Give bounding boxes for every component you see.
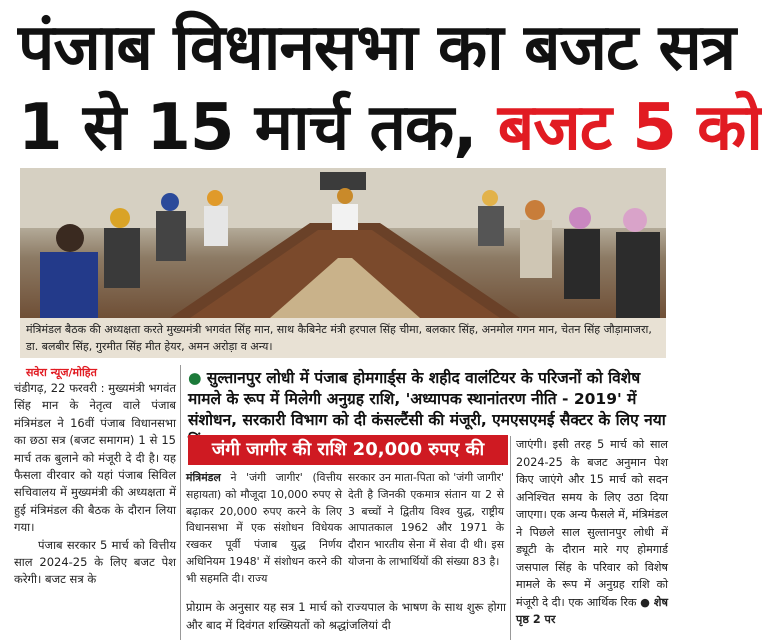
continued-note: ● शेष पृष्ठ 2 पर [516,595,669,626]
headline-line-2 [18,88,762,168]
left-column-para-2: पंजाब सरकार 5 मार्च को वित्तीय साल 2024-25 के लिए बजट पेश करेगी। बजट सत्र के [14,537,176,587]
byline: सवेरा न्यूज/मोहित [26,366,97,379]
headline-line-1: पंजाब विधानसभा का बजट सत्र [18,11,736,85]
column-rule [180,365,181,640]
left-column [14,380,176,589]
bullet-icon: ● [188,369,207,387]
cabinet-meeting-photo [20,168,666,318]
left-column-para-1-text: मुख्यमंत्री भगवंत सिंह मान के नेतृत्व वाले पंजाब मंत्रिमंडल ने 16वीं पंजाब विधानसभा का छठा सत्र (बजट समागम) 1 से 15 मार्च तक बुलाने को मंजूरी दे दी है। यह फैसला वीरवार को यहां पंजाब सिविल सचिवालय में मुख्यमंत्री की अध्यक्षता में हुई मंत्रिमंडल की बैठक के दौरान लिया गया। [14,381,176,535]
photo-illustration [20,168,666,318]
mid-column-2: सरकार उन माता-पिता को 'जंगी जागीर' देती है जिनकी एकमात्र संतान या 2 से 3 बच्चों ने द्वितीय विश्व युद्ध, राष्ट्रीय आपातकाल 1962 और 1971 के दौरान भारतीय सेना में सेवा दी थी। इस योजना के लाभार्थियों की संख्या 83 है। [348,471,504,568]
mid-column-1-lead: मंत्रिमंडल [186,471,221,484]
dateline: चंडीगढ़, 22 फरवरी : [14,381,105,395]
left-column-para-1 [14,380,176,537]
subheadline-text: सुल्तानपुर लोधी में पंजाब होमगार्ड्स के शहीद वालंटियर के परिजनों को विशेष मामले के रूप में मिलेगी अनुग्रह राशि, 'अध्यापक स्थानांतरण नीति - 2019' में संशोधन, सरकारी विभाग को दी कंसल्टैंसी की मंजूरी, एमएसएमई सैक्टर के लिए नया [188,369,666,429]
mid-column-1 [186,470,342,588]
right-column [516,436,668,629]
right-column-text: जाएंगी। इसी तरह 5 मार्च को साल 2024-25 के बजट अनुमान पेश किए जाएंगे और 15 मार्च को सदन अनिश्चित समय के लिए उठा दिया जाएगा। एक अन्य फैसले में, मंत्रिमंडल ने पिछले साल सुल्तानपुर लोधी में ड्यूटी के दौरान मारे गए होमगार्ड जसपाल सिंह के परिवार को विशेष मामले के रूप में अनुग्रह राशि को मंजूरी दे दी। एक आर्थिक रिक [516,438,668,609]
mid-column-1-text: ने 'जंगी जागीर' (वित्तीय सहायता) को मौजूदा 10,000 रुपए से बढ़ाकर 20,000 रुपए करने के लिए विधानसभा में एक संशोधन विधेयक रखकर पूर्वी पंजाब युद्ध निर्णय अधिनियम 1948' में संशोधन करने की भी सहमति दी। राज्य [186,471,342,585]
bottom-line: प्रोग्राम के अनुसार यह सत्र 1 मार्च को राज्यपाल के भाषण के साथ शुरू होगा और बाद में दिवंगत शख्सियतों को श्रद्धांजलियां दी [186,600,506,632]
column-rule-right [510,436,511,640]
photo-caption: मंत्रिमंडल बैठक की अध्यक्षता करते मुख्यमंत्री भगवंत सिंह मान, साथ कैबिनेट मंत्री हरपाल सिंह चीमा, बलकार सिंह, अनमोल गगन मान, चेतन सिंह जौड़ामाजरा, डा. बलबीर सिंह, गुरमीत सिंह मीत हेयर, अमन अरोड़ा व अन्य। [20,318,666,358]
headline-line-2-prefix: 1 से 15 मार्च तक, [18,91,477,165]
headline-line-2-highlight: बजट 5 को [497,91,762,165]
banner-headline: जंगी जागीर की राशि 20,000 रुपए की [188,435,508,465]
headline [0,0,762,170]
